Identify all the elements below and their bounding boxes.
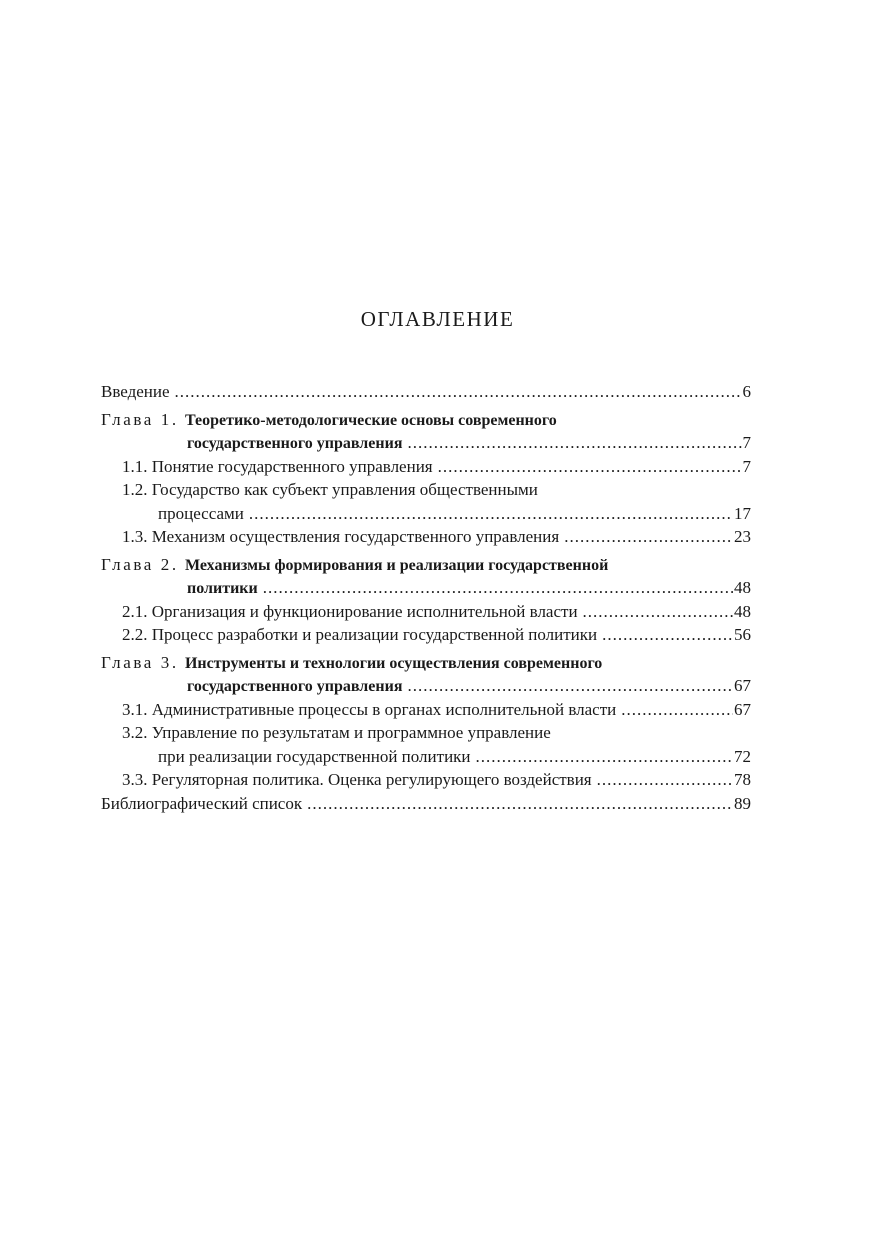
section-number: 2.2. <box>122 625 148 644</box>
chapter-title-cont: государственного управления <box>187 678 403 695</box>
section-title: Административные процессы в органах исполнительной власти <box>151 699 617 719</box>
dot-leader <box>602 623 733 647</box>
chapter-title-cont: политики <box>187 580 258 597</box>
section-title: Понятие государственного управления <box>151 456 433 476</box>
toc-page-number: 67 <box>734 676 751 695</box>
dot-leader <box>583 600 733 624</box>
section-title-cont: при реализации государственной политики <box>158 746 471 766</box>
toc-chapter-2-heading[interactable] <box>101 553 751 577</box>
dot-leader <box>564 525 733 549</box>
toc-section-3-3[interactable] <box>101 768 751 792</box>
section-title: Государство как субъект управления общественными <box>151 480 538 499</box>
dot-leader <box>597 768 733 792</box>
toc-section-2-1[interactable] <box>101 600 751 624</box>
toc-page-number: 7 <box>742 456 751 476</box>
toc-chapter-1-continuation[interactable] <box>101 431 751 455</box>
toc-page-number: 78 <box>734 770 751 789</box>
toc-page-number: 48 <box>734 601 751 621</box>
chapter-label: Глава 3. <box>101 652 179 672</box>
toc-page-number: 23 <box>734 527 751 546</box>
section-number: 3.1. <box>122 699 148 719</box>
dot-leader <box>407 674 733 698</box>
toc-page-number: 17 <box>734 503 751 523</box>
toc-section-3-2-continuation[interactable] <box>101 745 751 769</box>
section-title-cont: процессами <box>158 503 244 523</box>
toc-entry-bibliography[interactable] <box>101 792 751 816</box>
toc-page-number: 72 <box>734 746 751 766</box>
section-title: Организация и функционирование исполнительной власти <box>151 601 578 621</box>
dot-leader <box>175 380 742 404</box>
section-title: Регуляторная политика. Оценка регулирующего воздействия <box>151 770 592 789</box>
toc-page-number: 67 <box>734 699 751 719</box>
section-number: 3.2. <box>122 723 148 742</box>
dot-leader <box>307 792 733 816</box>
dot-leader <box>621 698 733 722</box>
dot-leader <box>476 745 733 769</box>
toc-section-1-2[interactable] <box>101 478 751 502</box>
toc-chapter-3-heading[interactable] <box>101 651 751 675</box>
toc-entry-label: Библиографический список <box>101 793 303 813</box>
section-number: 1.2. <box>122 480 148 499</box>
toc-section-3-2[interactable] <box>101 721 751 745</box>
toc-page-number: 56 <box>734 625 751 644</box>
section-title: Процесс разработки и реализации государственной политики <box>151 625 598 644</box>
toc-section-1-3[interactable] <box>101 525 751 549</box>
dot-leader <box>263 576 733 600</box>
toc-chapter-2-continuation[interactable] <box>101 576 751 600</box>
section-title: Механизм осуществления государственного управления <box>151 527 560 546</box>
toc-section-1-1[interactable] <box>101 455 751 479</box>
chapter-title: Инструменты и технологии осуществления современного <box>184 654 603 672</box>
section-title: Управление по результатам и программное управление <box>151 723 551 742</box>
dot-leader <box>438 455 742 479</box>
toc-section-2-2[interactable] <box>101 623 751 647</box>
toc-entry-label: Введение <box>101 382 170 401</box>
table-of-contents <box>101 380 751 815</box>
section-number: 1.3. <box>122 527 148 546</box>
toc-entry-intro[interactable] <box>101 380 751 404</box>
toc-page-number: 48 <box>734 578 751 597</box>
toc-page-number: 7 <box>742 433 751 452</box>
chapter-title-cont: государственного управления <box>187 435 403 452</box>
chapter-label: Глава 1. <box>101 409 179 429</box>
toc-chapter-1-heading[interactable] <box>101 408 751 432</box>
toc-chapter-3-continuation[interactable] <box>101 674 751 698</box>
section-number: 2.1. <box>122 601 148 621</box>
chapter-label: Глава 2. <box>101 554 179 574</box>
section-number: 3.3. <box>122 770 148 789</box>
toc-page-number: 6 <box>742 382 751 401</box>
chapter-title: Механизмы формирования и реализации государственной <box>184 556 609 574</box>
dot-leader <box>249 502 733 526</box>
toc-page-number: 89 <box>734 793 751 813</box>
section-number: 1.1. <box>122 456 148 476</box>
toc-section-1-2-continuation[interactable] <box>101 502 751 526</box>
chapter-title: Теоретико-методологические основы современного <box>184 411 557 429</box>
toc-section-3-1[interactable] <box>101 698 751 722</box>
dot-leader <box>407 431 741 455</box>
page-title: ОГЛАВЛЕНИЕ <box>360 307 515 331</box>
